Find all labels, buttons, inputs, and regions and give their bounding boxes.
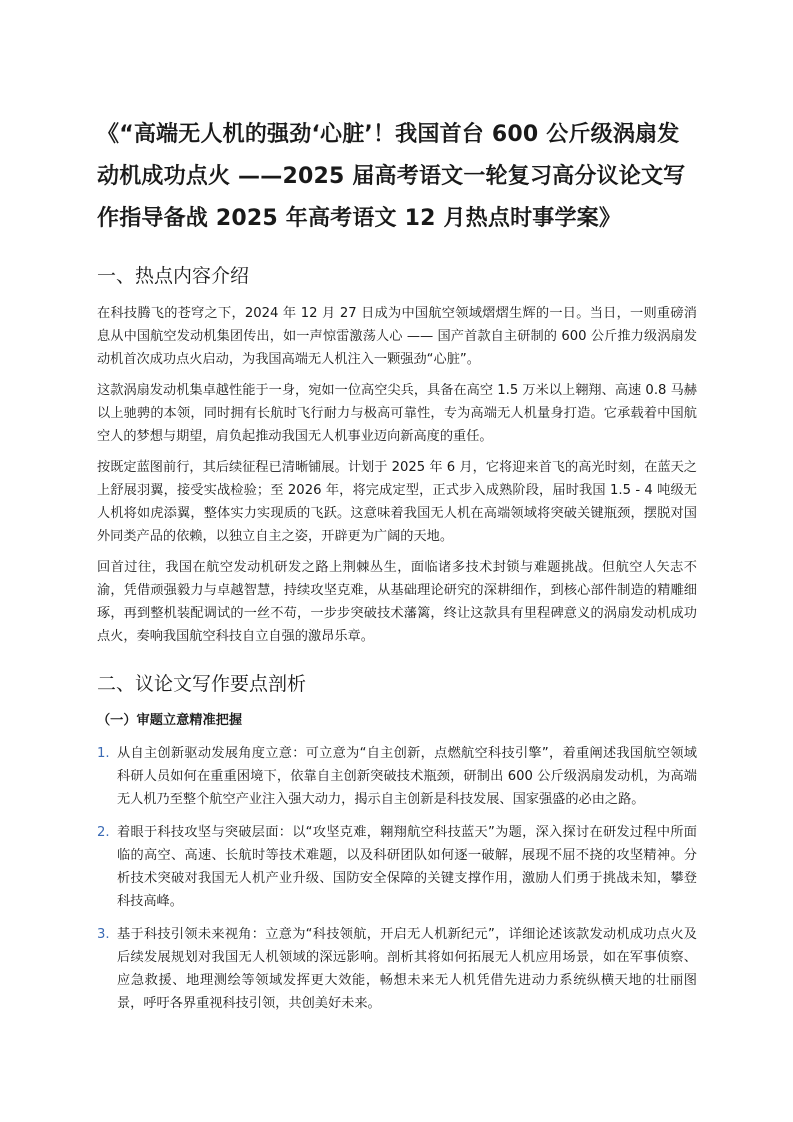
section-hot-topic — [97, 262, 697, 648]
list-number: 1. — [97, 746, 110, 761]
list-item-text: 着眼于科技攻坚与突破层面：以“攻坚克难，翱翔航空科技蓝天”为题，深入探讨在研发过程中所面临的高空、高速、长航时等技术难题，以及科研团队如何逐一破解，展现不屈不挠的攻坚精神。分析技术突破对我国无人机产业升级、国防安全保障的关键支撑作用，激励人们勇于挑战未知，攀登科技高峰。 — [117, 825, 697, 909]
paragraph: 在科技腾飞的苍穹之下，2024 年 12 月 27 日成为中国航空领域熠熠生辉的一日。当日，一则重磅消息从中国航空发动机集团传出，如一声惊雷激荡人心 —— 国产首款自主研制的 600 公斤推力级涡扇发动机首次成功点火启动，为我国高端无人机注入一颗强劲“心脏”。 — [97, 306, 697, 367]
section-heading-hot-topic: 一、热点内容介绍 — [97, 265, 250, 287]
list-item — [97, 923, 697, 1015]
paragraph: 这款涡扇发动机集卓越性能于一身，宛如一位高空尖兵，具备在高空 1.5 万米以上翱翔、高速 0.8 马赫以上驰骋的本领，同时拥有长航时飞行耐力与极高可靠性，专为高端无人机量身打造。它承载着中国航空人的梦想与期望，肩负起推动我国无人机事业迈向新高度的重任。 — [97, 383, 697, 444]
list-item-text: 从自主创新驱动发展角度立意：可立意为“自主创新，点燃航空科技引擎”，着重阐述我国航空领域科研人员如何在重重困境下，依靠自主创新突破技术瓶颈，研制出 600 公斤级涡扇发动机，为高端无人机乃至整个航空产业注入强大动力，揭示自主创新是科技发展、国家强盛的必由之路。 — [117, 746, 697, 807]
document-page — [97, 114, 697, 1025]
numbered-list — [97, 742, 697, 1015]
list-item-text: 基于科技引领未来视角：立意为“科技领航，开启无人机新纪元”，详细论述该款发动机成功点火及后续发展规划对我国无人机领域的深远影响。剖析其将如何拓展无人机应用场景，如在军事侦察、应急救援、地理测绘等领域发挥更大效能，畅想未来无人机凭借先进动力系统纵横天地的壮丽图景，呼吁各界重视科技引领，共创美好未来。 — [117, 927, 697, 1011]
list-item — [97, 821, 697, 913]
paragraph: 回首过往，我国在航空发动机研发之路上荆棘丛生，面临诸多技术封锁与难题挑战。但航空人矢志不渝，凭借顽强毅力与卓越智慧，持续攻坚克难，从基础理论研究的深耕细作，到核心部件制造的精雕细琢，再到整机装配调试的一丝不苟，一步步突破技术藩篱，终让这款具有里程碑意义的涡扇发动机成功点火，奏响我国航空科技自立自强的激昂乐章。 — [97, 560, 697, 644]
list-item — [97, 742, 697, 811]
document-title: 《“高端无人机的强劲‘心脏’！我国首台 600 公斤级涡扇发动机成功点火 ——2025 届高考语文一轮复习高分议论文写作指导备战 2025 年高考语文 12 月热点时事学案》 — [97, 122, 686, 231]
list-number: 3. — [97, 927, 110, 942]
section-heading-writing-analysis: 二、议论文写作要点剖析 — [97, 673, 307, 695]
sub-heading-topic-selection: （一）审题立意精准把握 — [97, 713, 243, 728]
section-writing-analysis — [97, 670, 697, 1015]
paragraph: 按既定蓝图前行，其后续征程已清晰铺展。计划于 2025 年 6 月，它将迎来首飞的高光时刻，在蓝天之上舒展羽翼，接受实战检验；至 2026 年，将完成定型，正式步入成熟阶段，届时我国 1.5 - 4 吨级无人机将如虎添翼，整体实力实现质的飞跃。这意味着我国无人机在高端领域将突破关键瓶颈，摆脱对国外同类产品的依赖，以独立自主之姿，开辟更为广阔的天地。 — [97, 460, 697, 544]
list-number: 2. — [97, 825, 110, 840]
